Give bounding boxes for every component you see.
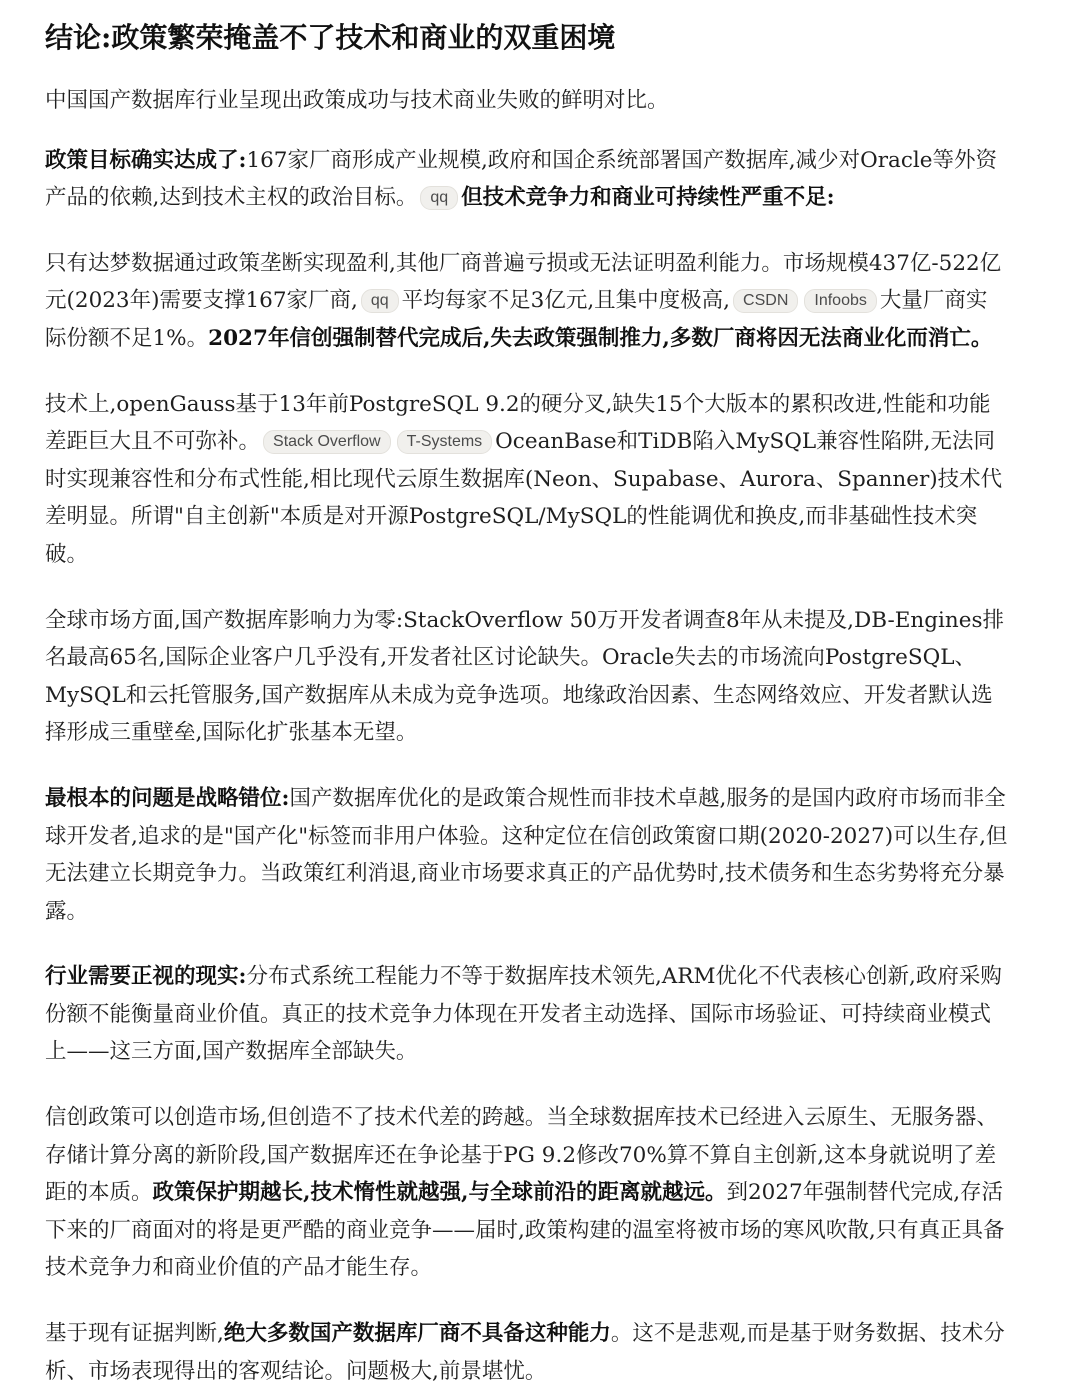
bold-text: 行业需要正视的现实: [45, 964, 247, 990]
citation-chip-t-systems[interactable]: T-Systems [397, 430, 493, 454]
body-text: 。这不是悲观,而是基于财务数据、技术分析、市场表现得出的客观结论。问题极大,前景堪忧。 [45, 1321, 1005, 1384]
body-text: 国产数据库优化的是政策合规性而非技术卓越,服务的是国内政府市场而非全球开发者,追求的是"国产化"标签而非用户体验。这种定位在信创政策窗口期(2020-2027)可以生存,但无法建立长期竞争力。当政策红利消退,商业市场要求真正的产品优势时,技术债务和生态劣势将充分暴露。 [45, 785, 1008, 924]
body-text: 基于现有证据判断, [45, 1321, 224, 1347]
citation-chip-csdn[interactable]: CSDN [733, 289, 798, 313]
paragraph-xinchuang [45, 1099, 1008, 1287]
bold-text: 政策目标确实达成了: [45, 147, 247, 173]
citation-chip-qq[interactable]: qq [361, 289, 399, 313]
body-text: 大量厂商实际份额不足1%。 [45, 288, 988, 351]
paragraph-reality [45, 958, 1008, 1071]
citation-chip-qq[interactable]: qq [420, 186, 458, 210]
paragraph-global-market [45, 602, 1008, 752]
intro-text: 中国国产数据库行业呈现出政策成功与技术商业失败的鲜明对比。 [45, 88, 669, 113]
paragraph-conclusion [45, 1315, 1008, 1390]
body-text: 信创政策可以创造市场,但创造不了技术代差的跨越。当全球数据库技术已经进入云原生、无服务器、存储计算分离的新阶段,国产数据库还在争论基于PG 9.2修改70%算不算自主创新,这本身就说明了差距的本质。 [45, 1105, 998, 1206]
bold-text: 但技术竞争力和商业可持续性严重不足: [461, 185, 835, 211]
citation-chip-stack-overflow[interactable]: Stack Overflow [263, 430, 391, 454]
citation-chip-infoobs[interactable]: Infoobs [804, 289, 876, 313]
body-text: OceanBase和TiDB陷入MySQL兼容性陷阱,无法同时实现兼容性和分布式性能,相比现代云原生数据库(Neon、Supabase、Aurora、Spanner)技术代差明显。所谓"自主创新"本质是对开源PostgreSQL/MySQL的性能调优和换皮,而非基础性技术突破。 [45, 429, 1003, 567]
body-text: 全球市场方面,国产数据库影响力为零:StackOverflow 50万开发者调查8年从未提及,DB-Engines排名最高65名,国际企业客户几乎没有,开发者社区讨论缺失。Oracle失去的市场流向PostgreSQL、MySQL和云托管服务,国产数据库从未成为竞争选项。地缘政治因素、生态网络效应、开发者默认选择形成三重壁垒,国际化扩张基本无望。 [45, 607, 1004, 746]
bold-text: 2027年信创强制替代完成后,失去政策强制推力,多数厂商将因无法商业化而消亡。 [208, 325, 993, 351]
intro-paragraph [45, 82, 1008, 120]
bold-text: 政策保护期越长,技术惰性就越强,与全球前沿的距离就越远。 [152, 1180, 727, 1206]
body-text: 平均每家不足3亿元,且集中度极高, [401, 288, 731, 314]
paragraph-profitability [45, 245, 1008, 358]
bold-text: 最根本的问题是战略错位: [45, 785, 290, 811]
paragraph-strategy [45, 780, 1008, 930]
body-text: 到2027年强制替代完成,存活下来的厂商面对的将是更严酷的商业竞争——届时,政策构建的温室将被市场的寒风吹散,只有真正具备技术竞争力和商业价值的产品才能生存。 [45, 1180, 1005, 1281]
paragraph-policy-goals [45, 142, 1008, 217]
paragraph-technology [45, 386, 1008, 574]
section-heading: 结论:政策繁荣掩盖不了技术和商业的双重困境 [45, 21, 616, 54]
body-text: 分布式系统工程能力不等于数据库技术领先,ARM优化不代表核心创新,政府采购份额不能衡量商业价值。真正的技术竞争力体现在开发者主动选择、国际市场验证、可持续商业模式上——这三方面,国产数据库全部缺失。 [45, 964, 1002, 1065]
body-text: 只有达梦数据通过政策垄断实现盈利,其他厂商普遍亏损或无法证明盈利能力。市场规模437亿-522亿元(2023年)需要支撑167家厂商, [45, 250, 1002, 314]
body-text: 167家厂商形成产业规模,政府和国企系统部署国产数据库,减少对Oracle等外资产品的依赖,达到技术主权的政治目标。 [45, 147, 998, 211]
body-text: 技术上,openGauss基于13年前PostgreSQL 9.2的硬分叉,缺失15个大版本的累积改进,性能和功能差距巨大且不可弥补。 [45, 391, 991, 455]
bold-text: 绝大多数国产数据库厂商不具备这种能力 [223, 1321, 611, 1347]
